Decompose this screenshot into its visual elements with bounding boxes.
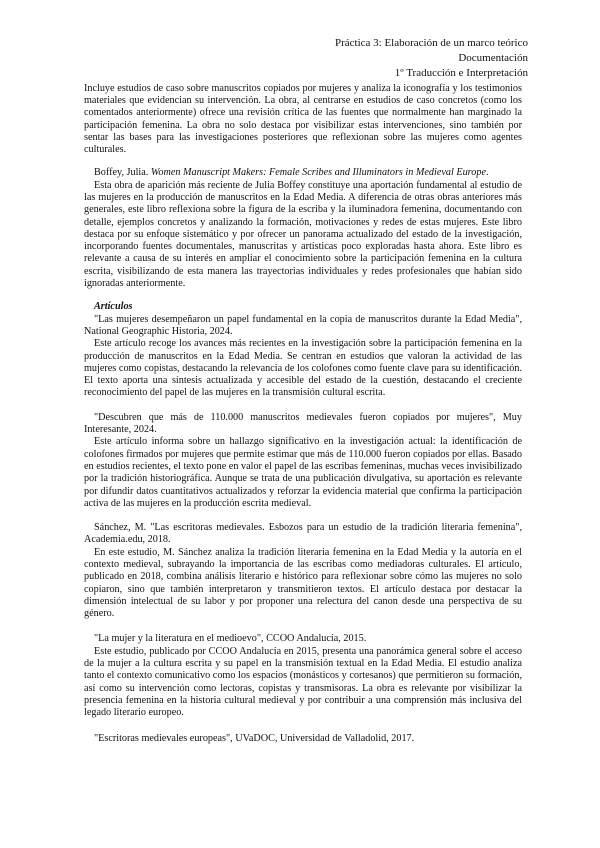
article-paragraph-1: Este artículo recoge los avances más recientes en la investigación sobre la participación femenina en la producción de manuscritos en la Edad Media. Se centran en estudios que valoran la actividad de las mujeres como copistas, destacando la relevancia de los colofones como fuente clave para su identificación. El texto aporta una síntesis actualizada y accesible del estado de la cuestión, destacando el creciente reconocimiento del papel de las mujeres en la transmisión cultural escrita. <box>84 338 522 399</box>
header-subject-line: Documentación <box>458 52 528 65</box>
intro-paragraph: Incluye estudios de caso sobre manuscritos copiados por mujeres y analiza la iconografía y los testimonios materiales que evidencian su intervención. La obra, al centrarse en estudios de caso concretos (como los comentados anteriormente) ofrece una revisión crítica de las fuentes que normalmente han marginado la participación femenina. La obra no solo destaca por visibilizar estas intervenciones, sino también por sentar las bases para las investigaciones posteriores que reflexionan sobre las mujeres como agentes culturales. <box>84 82 522 156</box>
boffey-title: Women Manuscript Makers: Female Scribes and Illuminators in Medieval Europe <box>150 167 486 179</box>
boffey-end: . <box>485 167 489 179</box>
article-paragraph-4: Este estudio, publicado por CCOO Andalucía en 2015, presenta una panorámica general sobre el acceso de la mujer a la cultura escrita y su papel en la transmisión textual en la Edad Media. El estudio analiza tanto el contexto comunicativo como los espacios (monásticos y cortesanos) que permitieron su formación, así como su intervención como lectoras, copistas y transmisoras. La obra es relevante por visibilizar la presencia femenina en la historia cultural medieval y por contribuir a una comprensión más inclusiva del legado literario europeo. <box>84 645 522 719</box>
article-citation-4: "La mujer y la literatura en el medioevo", CCOO Andalucía, 2015. <box>94 633 367 645</box>
boffey-paragraph: Esta obra de aparición más reciente de Julia Boffey constituye una aportación fundamental al estudio de las mujeres en la producción de manuscritos en la Edad Media. A diferencia de otras obras anteriores más generales, este libro reflexiona sobre la figura de la escriba y la iluminadora femenina, documentando con detalle, ejemplos concretos y analizando la formación, motivaciones y redes de estas mujeres. Este libro destaca por su enfoque sistemático y por ofrecer un panorama actualizado del estado de la investigación, incorporando fuentes documentales, manuscritas y artísticas poco exploradas hasta ahora. Este libro es relevante a causa de su interés en ampliar el conocimiento sobre la participación femenina en la cultura escrita, visibilizando de esta manera las trayectorias individuales y redes profesionales que habían sido ignoradas anteriormente. <box>84 179 522 290</box>
section-title-articles: Artículos <box>94 301 133 313</box>
article-paragraph-2: Este artículo informa sobre un hallazgo significativo en la investigación actual: la identificación de colofones firmados por mujeres que permite estimar que más de 110.000 fueron copiados por ellas. Basado en estudios recientes, el texto pone en valor el papel de las escribas femeninas, muchas veces invisibilizado por la tradición historiográfica. Aunque se trata de una publicación divulgativa, su aportación es relevante por difundir datos cuantitativos actualizados y reforzar la evidencia material que confirma la participación activa de las mujeres en la producción escrita medieval. <box>84 436 522 509</box>
article-citation-3: Sánchez, M. "Las escritoras medievales. Esbozos para un estudio de la tradición literaria femenina", Academia.edu, 2018. <box>84 522 522 546</box>
article-citation-1: "Las mujeres desempeñaron un papel fundamental en la copia de manuscritos durante la Edad Media", National Geographic Historia, 2024. <box>84 313 522 337</box>
article-paragraph-3: En este estudio, M. Sánchez analiza la tradición literaria femenina en la Edad Media y la autoría en el contexto medieval, subrayando la importancia de las escribas como mediadoras culturales. El artículo, publicado en 2018, combina análisis literario e histórico para reflexionar sobre cómo las mujeres no solo copiaron, sino que también interpretaron y transmitieron textos. El artículo destaca por destacar la dimensión intelectual de su labor y por proponer una relectura del canon desde una perspectiva de su género. <box>84 546 522 620</box>
page-header <box>84 36 528 82</box>
boffey-citation <box>84 167 522 179</box>
document-body <box>84 83 522 745</box>
article-citation-2: "Descubren que más de 110.000 manuscritos medievales fueron copiados por mujeres", Muy Interesante, 2024. <box>84 411 522 436</box>
article-citation-5: "Escritoras medievales europeas", UVaDOC, Universidad de Valladolid, 2017. <box>94 732 415 744</box>
header-degree-line: 1º Traducción e Interpretación <box>394 67 528 80</box>
header-course-line: Práctica 3: Elaboración de un marco teórico <box>334 37 528 49</box>
boffey-author: Boffey, Julia. <box>94 167 151 179</box>
